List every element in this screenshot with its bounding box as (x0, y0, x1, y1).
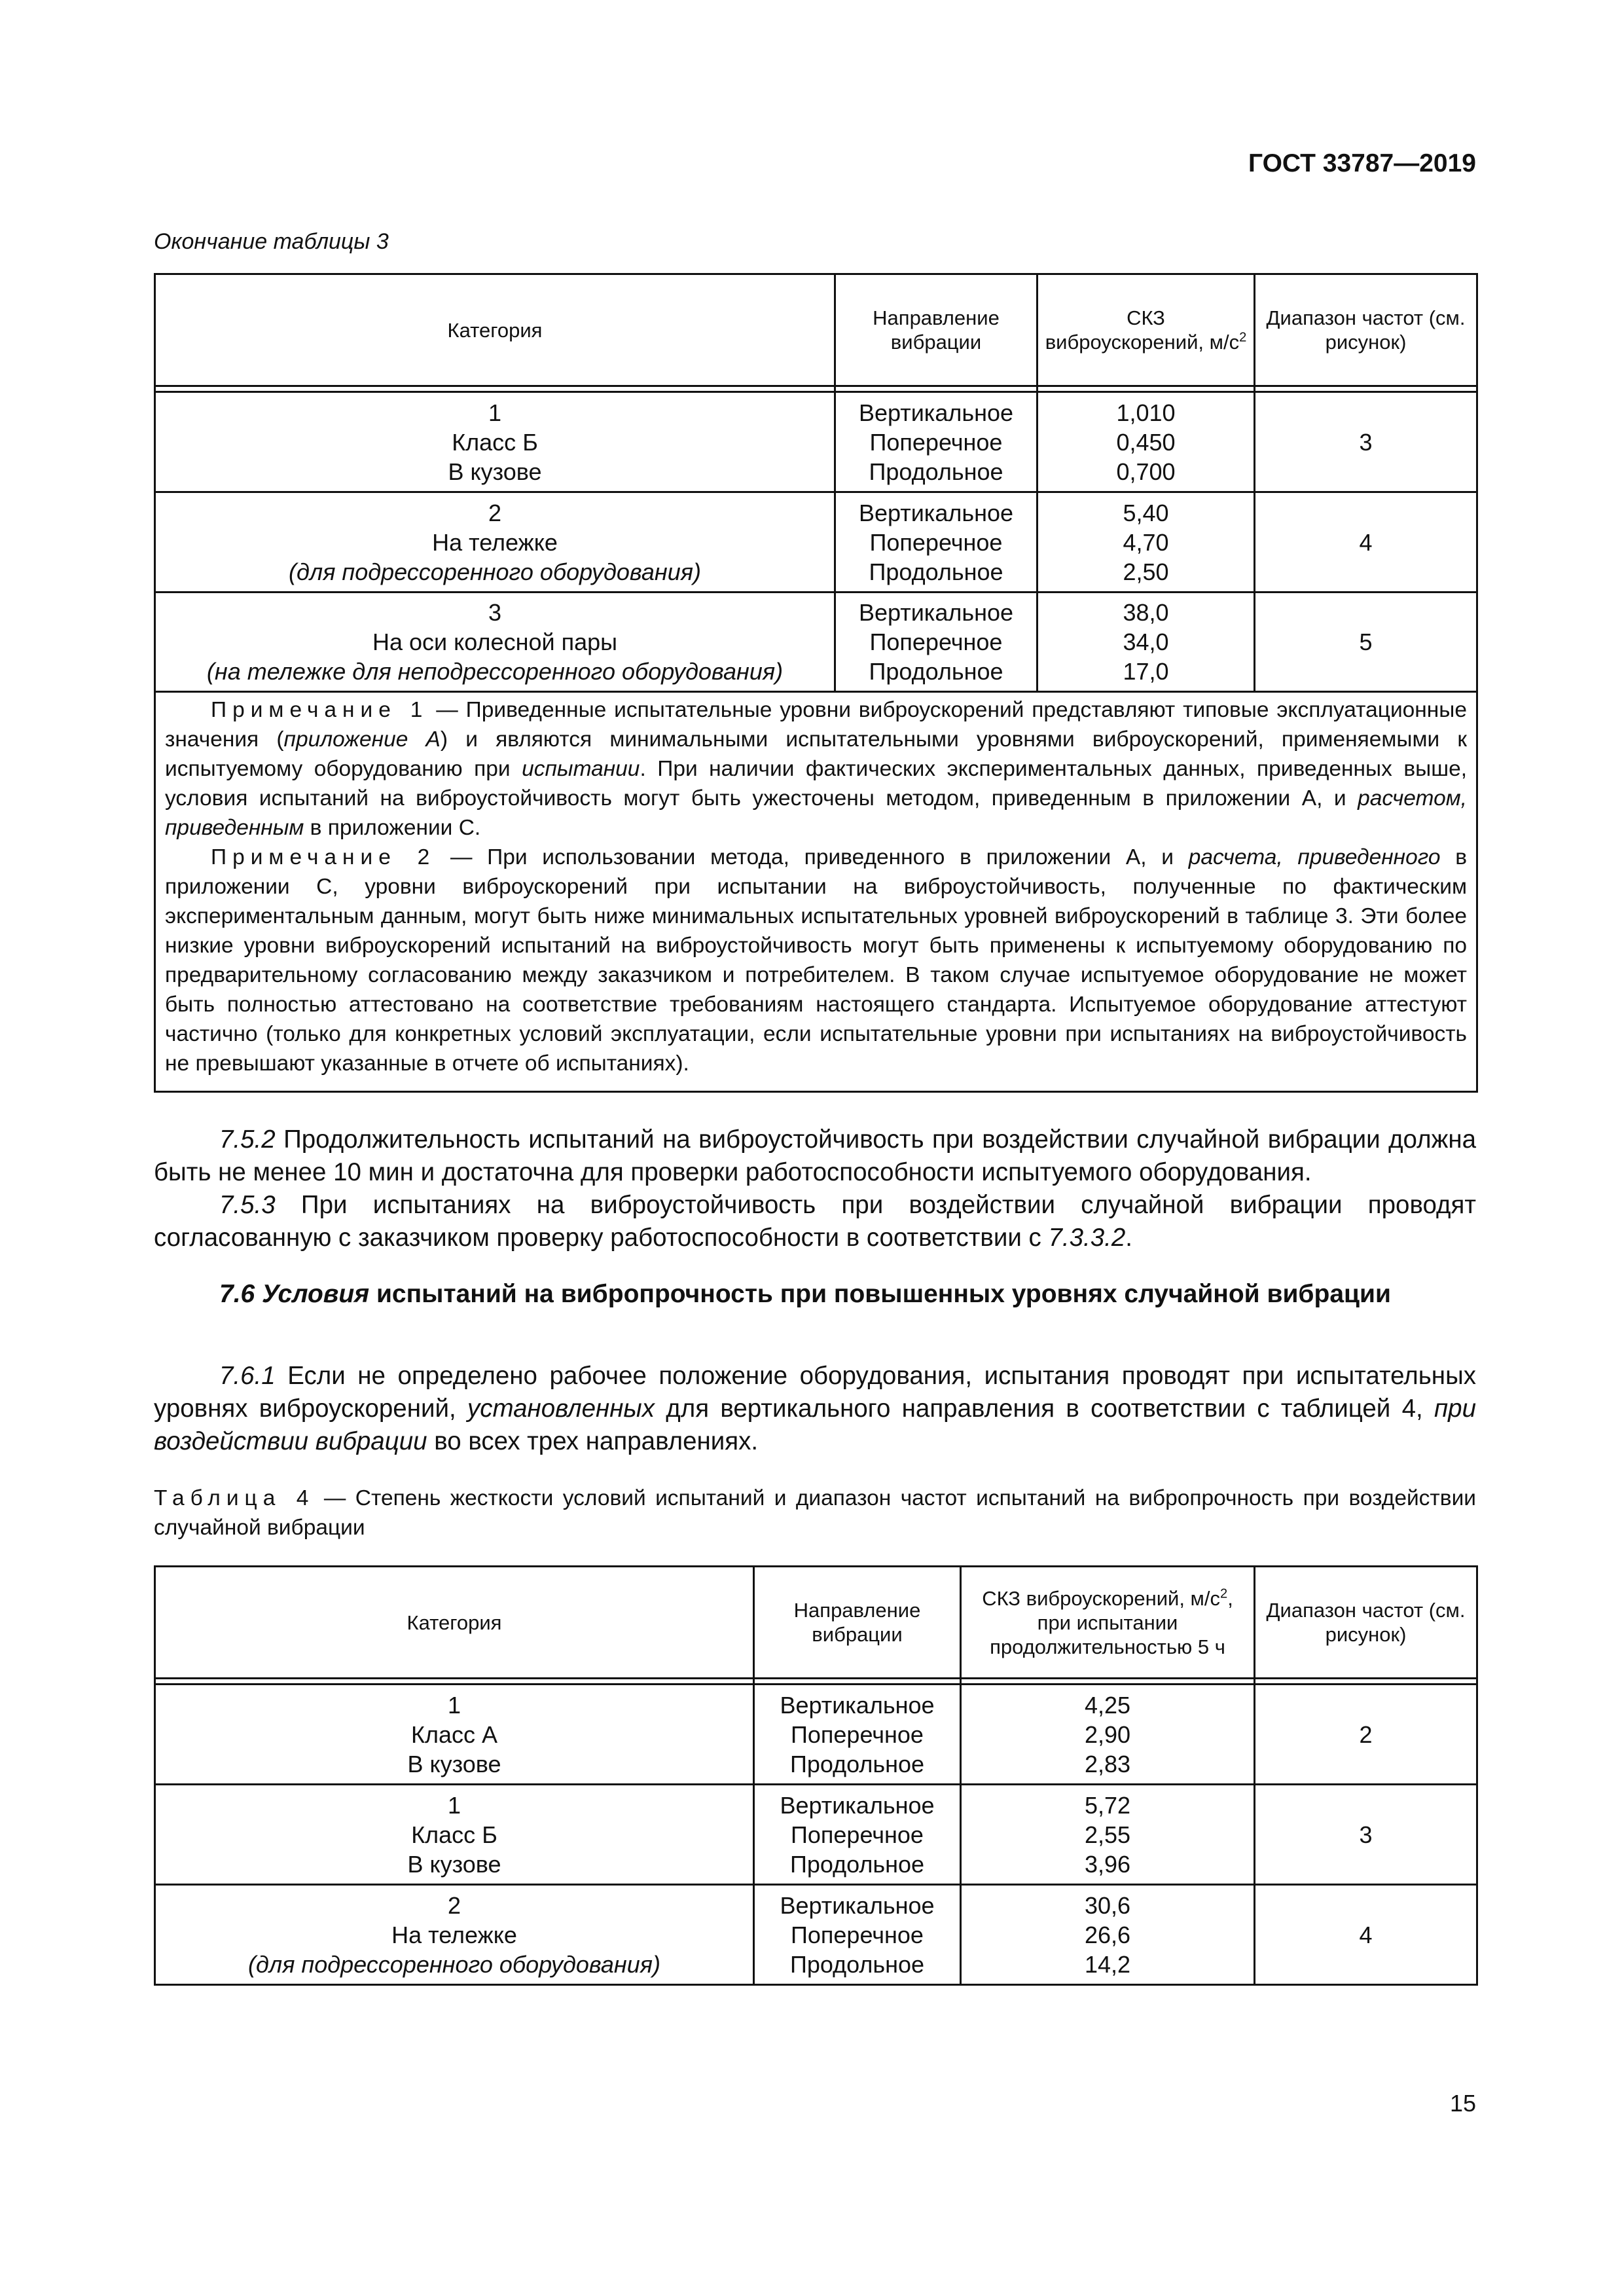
document-code: ГОСТ 33787—2019 (1248, 149, 1476, 177)
category-cell: 1 Класс Б В кузове (155, 392, 835, 492)
category-cell: 3 На оси колесной пары (на тележке для неподрессоренного оборудования) (155, 592, 835, 692)
table-3 (154, 273, 1478, 1093)
value-cell: 5,72 2,55 3,96 (961, 1785, 1255, 1885)
table-row (155, 592, 1477, 692)
paragraph-7-5-2: 7.5.2 Продолжительность испытаний на виброустойчивость при воздействии случайной вибрации должна быть не менее 10 мин и достаточна для проверки работоспособности испытуемого оборудования. (154, 1125, 1476, 1186)
direction-cell: Вертикальное Поперечное Продольное (835, 592, 1038, 692)
freq-cell: 3 (1255, 392, 1477, 492)
table-continuation-label: Окончание таблицы 3 (154, 229, 389, 254)
section-heading-7-6: 7.6 Условия испытаний на вибропрочность при повышенных уровнях случайной вибрации (219, 1280, 1391, 1308)
value-cell: 1,010 0,450 0,700 (1038, 392, 1255, 492)
header-freq: Диапазон частот (см. рисунок) (1255, 274, 1477, 386)
freq-cell: 2 (1255, 1685, 1477, 1785)
header-rms: СКЗ виброускорений, $м/с^2$ (1038, 274, 1255, 386)
header-direction: Направление вибрации (754, 1567, 961, 1679)
freq-cell: 4 (1255, 1885, 1477, 1985)
header-category: Категория (155, 1567, 754, 1679)
table-row (155, 492, 1477, 592)
category-cell: 2 На тележке (для подрессоренного оборудования) (155, 1885, 754, 1985)
direction-cell: Вертикальное Поперечное Продольное (754, 1785, 961, 1885)
table-notes (155, 692, 1477, 1092)
freq-cell: 3 (1255, 1785, 1477, 1885)
value-cell: 5,40 4,70 2,50 (1038, 492, 1255, 592)
paragraph-7-6-1: 7.6.1 Если не определено рабочее положение оборудования, испытания проводят при испытательных уровнях виброускорений, установленных для вертикального направления в соответствии с таблицей 4, при воздействии вибрации во всех трех направлениях. (154, 1362, 1476, 1455)
direction-cell: Вертикальное Поперечное Продольное (754, 1685, 961, 1785)
header-freq: Диапазон частот (см. рисунок) (1255, 1567, 1477, 1679)
category-cell: 1 Класс Б В кузове (155, 1785, 754, 1885)
header-rms: СКЗ виброускорений, $м/с^2$, при испытании продолжительностью 5 ч (961, 1567, 1255, 1679)
header-category: Категория (155, 274, 835, 386)
direction-cell: Вертикальное Поперечное Продольное (835, 392, 1038, 492)
table-row (155, 1885, 1477, 1985)
direction-cell: Вертикальное Поперечное Продольное (754, 1885, 961, 1985)
table-row (155, 1685, 1477, 1785)
value-cell: 38,0 34,0 17,0 (1038, 592, 1255, 692)
table-row (155, 1785, 1477, 1885)
table-4-caption: Таблица 4 — Степень жесткости условий испытаний и диапазон частот испытаний на вибропрочность при воздействии случайной вибрации (154, 1486, 1476, 1540)
paragraph-7-5-3: 7.5.3 При испытаниях на виброустойчивость при воздействии случайной вибрации проводят согласованную с заказчиком проверку работоспособности в соответствии с 7.3.3.2. (154, 1191, 1476, 1252)
value-cell: 30,6 26,6 14,2 (961, 1885, 1255, 1985)
table-row (155, 392, 1477, 492)
note-2: Примечание 2 — При использовании метода, приведенного в приложении А, и расчета, приведенного в приложении С, уровни виброускорений при испытании на виброустойчивость, полученные по фактическим экспериментальным данным, могут быть ниже минимальных испытательных уровней виброускорений в таблице 3. Эти более низкие уровни виброускорений испытаний на виброустойчивость могут быть применены к испытуемому оборудованию по предварительному согласованию между заказчиком и потребителем. В таком случае испытуемое оборудование не может быть полностью аттестовано на соответствие требованиям настоящего стандарта. Испытуемое оборудование аттестуют частично (только для конкретных условий эксплуатации, если испытательные уровни при испытаниях на виброустойчивость не превышают указанные в отчете об испытаниях). (165, 845, 1468, 1076)
freq-cell: 4 (1255, 492, 1477, 592)
value-cell: 4,25 2,90 2,83 (961, 1685, 1255, 1785)
section-7-5 (154, 1123, 1476, 1254)
table-4 (154, 1565, 1478, 1986)
note-1: Примечание 1 — Приведенные испытательные уровни виброускорений представляют типовые эксплуатационные значения (приложение А) и являются минимальными испытательными уровнями виброускорений, применяемыми к испытуемому оборудованию при испытании. При наличии фактических экспериментальных данных, приведенных выше, условия испытаний на виброустойчивость могут быть ужесточены методом, приведенным в приложении А, и расчетом, приведенным в приложении С. (165, 698, 1468, 840)
category-cell: 1 Класс А В кузове (155, 1685, 754, 1785)
page-number: 15 (1449, 2090, 1476, 2117)
freq-cell: 5 (1255, 592, 1477, 692)
header-direction: Направление вибрации (835, 274, 1038, 386)
direction-cell: Вертикальное Поперечное Продольное (835, 492, 1038, 592)
category-cell: 2 На тележке (для подрессоренного оборудования) (155, 492, 835, 592)
